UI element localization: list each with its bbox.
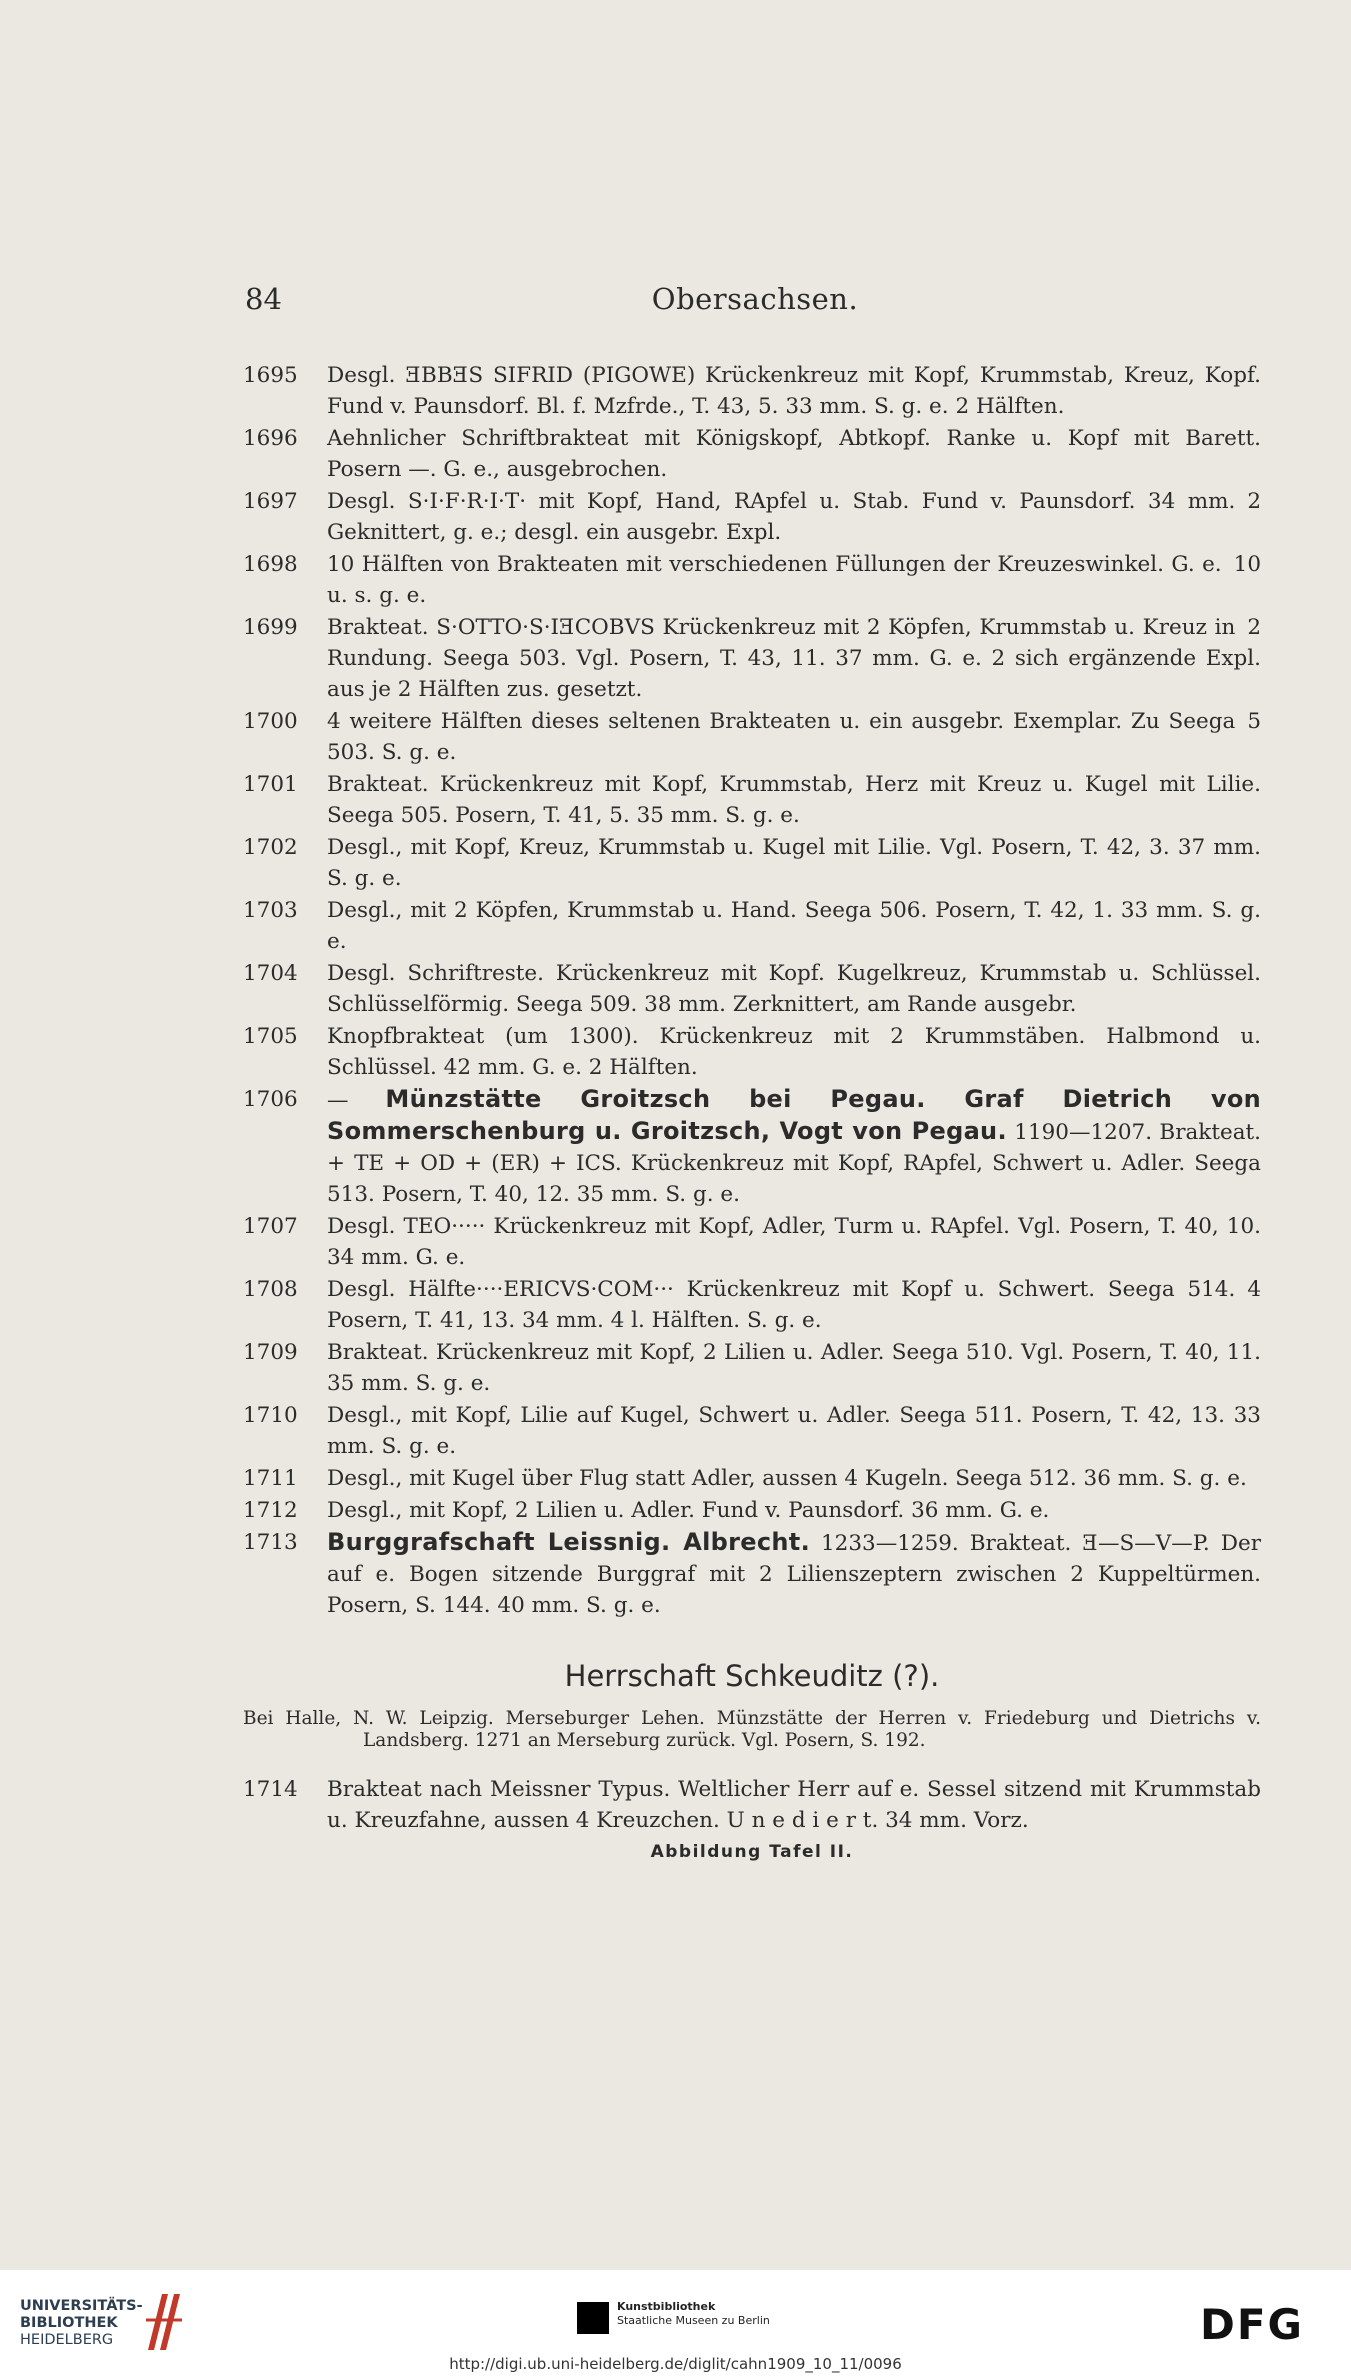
entry-text bbox=[327, 1211, 1261, 1273]
entry-description: Desgl., mit Kopf, 2 Lilien u. Adler. Fund v. Paunsdorf. 36 mm. G. e. bbox=[327, 1498, 1050, 1523]
entry-number: 1710 bbox=[243, 1403, 298, 1428]
entry-number: 1706 bbox=[243, 1087, 298, 1112]
entry-text bbox=[327, 1274, 1261, 1336]
entry-number: 1709 bbox=[243, 1340, 298, 1365]
entry-number: 1707 bbox=[243, 1214, 298, 1239]
kunstbibliothek-logo[interactable] bbox=[577, 2300, 770, 2328]
entry-text bbox=[327, 1400, 1261, 1462]
entry-description: Desgl. TEO····· Krückenkreuz mit Kopf, Adler, Turm u. RApfel. Vgl. Posern, T. 40, 10. 34 mm. G. e. bbox=[327, 1214, 1261, 1270]
entry-count: 4 bbox=[1247, 1277, 1261, 1302]
entry-number: 1713 bbox=[243, 1530, 298, 1555]
entry-text bbox=[327, 423, 1261, 485]
library-mark-icon bbox=[142, 2290, 186, 2354]
entry-number: 1708 bbox=[243, 1277, 298, 1302]
entry-text bbox=[327, 1021, 1261, 1083]
entry-description: Aehnlicher Schriftbrakteat mit Königskopf, Abtkopf. Ranke u. Kopf mit Barett. Posern —. G. e., ausgebrochen. bbox=[327, 426, 1261, 482]
entry-text bbox=[327, 549, 1261, 611]
entry-description: Desgl., mit Kopf, Kreuz, Krummstab u. Kugel mit Lilie. Vgl. Posern, T. 42, 3. 37 mm. S. g. e. bbox=[327, 835, 1261, 891]
entry-description: Knopfbrakteat (um 1300). Krückenkreuz mit 2 Krummstäben. Halbmond u. Schlüssel. 42 mm. G. e. 2 Hälften. bbox=[327, 1024, 1261, 1080]
footer-bar bbox=[0, 2270, 1351, 2377]
entry-number: 1697 bbox=[243, 489, 298, 514]
library-name-line2: BIBLIOTHEK bbox=[20, 2315, 118, 2331]
entry-text bbox=[327, 486, 1261, 548]
entry-description: Brakteat. Krückenkreuz mit Kopf, Krummstab, Herz mit Kreuz u. Kugel mit Lilie. Seega 505. Posern, T. 41, 5. 35 mm. S. g. e. bbox=[327, 772, 1261, 828]
catalog-entry bbox=[243, 612, 1261, 705]
kunstbibliothek-icon bbox=[577, 2302, 609, 2334]
entry-description: 1233—1259. Brakteat. Ǝ—S—V—P. Der auf e. Bogen sitzende Burggraf mit 2 Lilienszeptern zwischen 2 Kuppeltürmen. Posern, S. 144. 40 mm. S. g. e. bbox=[327, 1531, 1261, 1618]
entry-description: 10 Hälften von Brakteaten mit verschiedenen Füllungen der Kreuzeswinkel. G. e. u. s. g. e. bbox=[327, 552, 1222, 608]
entry-count: 2 bbox=[1247, 489, 1261, 514]
entry-number: 1695 bbox=[243, 363, 298, 388]
entry-number: 1705 bbox=[243, 1024, 298, 1049]
catalog-entry bbox=[243, 423, 1261, 485]
entry-lead: — bbox=[327, 1088, 386, 1113]
entry-description: Brakteat. S·OTTO·S·IƎCOBVS Krückenkreuz mit 2 Köpfen, Krummstab u. Kreuz in Rundung. Seega 503. Vgl. Posern, T. 43, 11. 37 mm. G. e. 2 sich ergänzende Expl. aus je 2 Hälften zus. gesetzt. bbox=[327, 615, 1261, 702]
entry-description: Desgl. ƎBBƎS SIFRID (PIGOWE) Krückenkreuz mit Kopf, Krummstab, Kreuz, Kopf. Fund v. Paunsdorf. Bl. f. Mzfrde., T. 43, 5. 33 mm. S. g. e. 2 Hälften. bbox=[327, 363, 1261, 419]
illustration-note: Abbildung Tafel II. bbox=[650, 1842, 854, 1862]
catalog-entry bbox=[243, 1527, 1261, 1621]
entry-description: Desgl., mit Kopf, Lilie auf Kugel, Schwert u. Adler. Seega 511. Posern, T. 42, 13. 33 mm. S. g. e. bbox=[327, 1403, 1261, 1459]
entry-number: 1700 bbox=[243, 709, 298, 734]
entry-number: 1696 bbox=[243, 426, 298, 451]
entry-description: Desgl., mit Kugel über Flug statt Adler, aussen 4 Kugeln. Seega 512. 36 mm. S. g. e. bbox=[327, 1466, 1247, 1491]
entry-heading: Burggrafschaft Leissnig. Albrecht. bbox=[327, 1528, 810, 1556]
entry-number: 1699 bbox=[243, 615, 298, 640]
catalog-entry bbox=[243, 1084, 1261, 1210]
catalog-entry bbox=[243, 360, 1261, 422]
entry-text bbox=[327, 360, 1261, 422]
entry-number: 1712 bbox=[243, 1498, 298, 1523]
catalog-entry bbox=[243, 958, 1261, 1020]
catalog-entry bbox=[243, 895, 1261, 957]
entry-text bbox=[327, 958, 1261, 1020]
dfg-logo[interactable]: DFG bbox=[1200, 2300, 1305, 2349]
page-number: 84 bbox=[245, 282, 282, 316]
entry-text: Brakteat nach Meissner Typus. Weltlicher Herr auf e. Sessel sitzend mit Krummstab u. Kreuzfahne, aussen 4 Kreuzchen. U n e d i e r t. 34 mm. Vorz. bbox=[327, 1777, 1261, 1833]
catalog-entry bbox=[243, 769, 1261, 831]
entry-number: 1703 bbox=[243, 898, 298, 923]
kb-name: Kunstbibliothek bbox=[617, 2300, 716, 2313]
entry-number: 1702 bbox=[243, 835, 298, 860]
section-intro: Bei Halle, N. W. Leipzig. Merseburger Lehen. Münzstätte der Herren v. Friedeburg und Dietrichs v. Landsberg. 1271 an Merseburg zurück. Vgl. Posern, S. 192. bbox=[243, 1708, 1261, 1751]
entry-text bbox=[327, 612, 1261, 705]
catalog-entry bbox=[243, 486, 1261, 548]
entry-text bbox=[327, 895, 1261, 957]
entry-text bbox=[327, 1337, 1261, 1399]
entry-description: 4 weitere Hälften dieses seltenen Brakteaten u. ein ausgebr. Exemplar. Zu Seega 503. S. g. e. bbox=[327, 709, 1236, 765]
entry-text bbox=[327, 1084, 1261, 1210]
catalog-entries bbox=[243, 360, 1261, 1868]
running-title: Obersachsen. bbox=[651, 282, 859, 316]
catalog-entry bbox=[243, 1337, 1261, 1399]
catalog-entry bbox=[243, 1211, 1261, 1273]
entry-heading: Münzstätte Groitzsch bei Pegau. Graf Dietrich von Sommerschenburg u. Groitzsch, Vogt von Pegau. bbox=[327, 1085, 1261, 1145]
catalog-entry bbox=[243, 1463, 1261, 1494]
entry-text bbox=[327, 706, 1261, 768]
entry-number: 1701 bbox=[243, 772, 298, 797]
entry-description: 1190—1207. Brakteat. + TE + OD + (ER) + ICS. Krückenkreuz mit Kopf, RApfel, Schwert u. Adler. Seega 513. Posern, T. 40, 12. 35 mm. S. g. e. bbox=[327, 1120, 1261, 1207]
catalog-entry bbox=[243, 1021, 1261, 1083]
university-library-logo[interactable] bbox=[20, 2298, 143, 2349]
library-name-line3: HEIDELBERG bbox=[20, 2332, 114, 2348]
entry-description: Desgl., mit 2 Köpfen, Krummstab u. Hand. Seega 506. Posern, T. 42, 1. 33 mm. S. g. e. bbox=[327, 898, 1261, 954]
entry-number: 1714 bbox=[243, 1777, 298, 1802]
catalog-entry bbox=[243, 1495, 1261, 1526]
catalog-entry bbox=[243, 1400, 1261, 1462]
entry-description: Desgl. Schriftreste. Krückenkreuz mit Kopf. Kugelkreuz, Krummstab u. Schlüssel. Schlüsselförmig. Seega 509. 38 mm. Zerknittert, am Rande ausgebr. bbox=[327, 961, 1261, 1017]
entry-number: 1698 bbox=[243, 552, 298, 577]
entry-number: 1704 bbox=[243, 961, 298, 986]
entry-text bbox=[327, 832, 1261, 894]
entry-number: 1711 bbox=[243, 1466, 298, 1491]
library-name-line1: UNIVERSITÄTS- bbox=[20, 2298, 143, 2314]
kb-subtitle: Staatliche Museen zu Berlin bbox=[617, 2314, 770, 2327]
entry-text bbox=[327, 1527, 1261, 1621]
entry-count: 10 bbox=[1233, 552, 1261, 577]
entry-description: Brakteat. Krückenkreuz mit Kopf, 2 Lilien u. Adler. Seega 510. Vgl. Posern, T. 40, 11. 35 mm. S. g. e. bbox=[327, 1340, 1261, 1396]
entry-description: Desgl. S·I·F·R·I·T· mit Kopf, Hand, RApfel u. Stab. Fund v. Paunsdorf. 34 mm. Geknittert, g. e.; desgl. ein ausgebr. Expl. bbox=[327, 489, 1236, 545]
entry-description: Desgl. Hälfte····ERICVS·COM··· Krückenkreuz mit Kopf u. Schwert. Seega 514. Posern, T. 41, 13. 34 mm. 4 l. Hälften. S. g. e. bbox=[327, 1277, 1236, 1333]
catalog-entry bbox=[243, 1274, 1261, 1336]
catalog-entry bbox=[243, 832, 1261, 894]
section-title: Herrschaft Schkeuditz (?). bbox=[564, 1659, 940, 1693]
entry-text bbox=[327, 1463, 1261, 1494]
page-header bbox=[245, 282, 1265, 322]
catalog-entry bbox=[243, 549, 1261, 611]
catalog-entry bbox=[243, 706, 1261, 768]
entry-text bbox=[327, 1495, 1261, 1526]
entry-text bbox=[327, 769, 1261, 831]
entry-count: 5 bbox=[1247, 709, 1261, 734]
permalink-url[interactable]: http://digi.ub.uni-heidelberg.de/diglit/cahn1909_10_11/0096 bbox=[449, 2355, 902, 2373]
entry-count: 2 bbox=[1247, 615, 1261, 640]
catalog-entry bbox=[243, 1774, 1261, 1836]
